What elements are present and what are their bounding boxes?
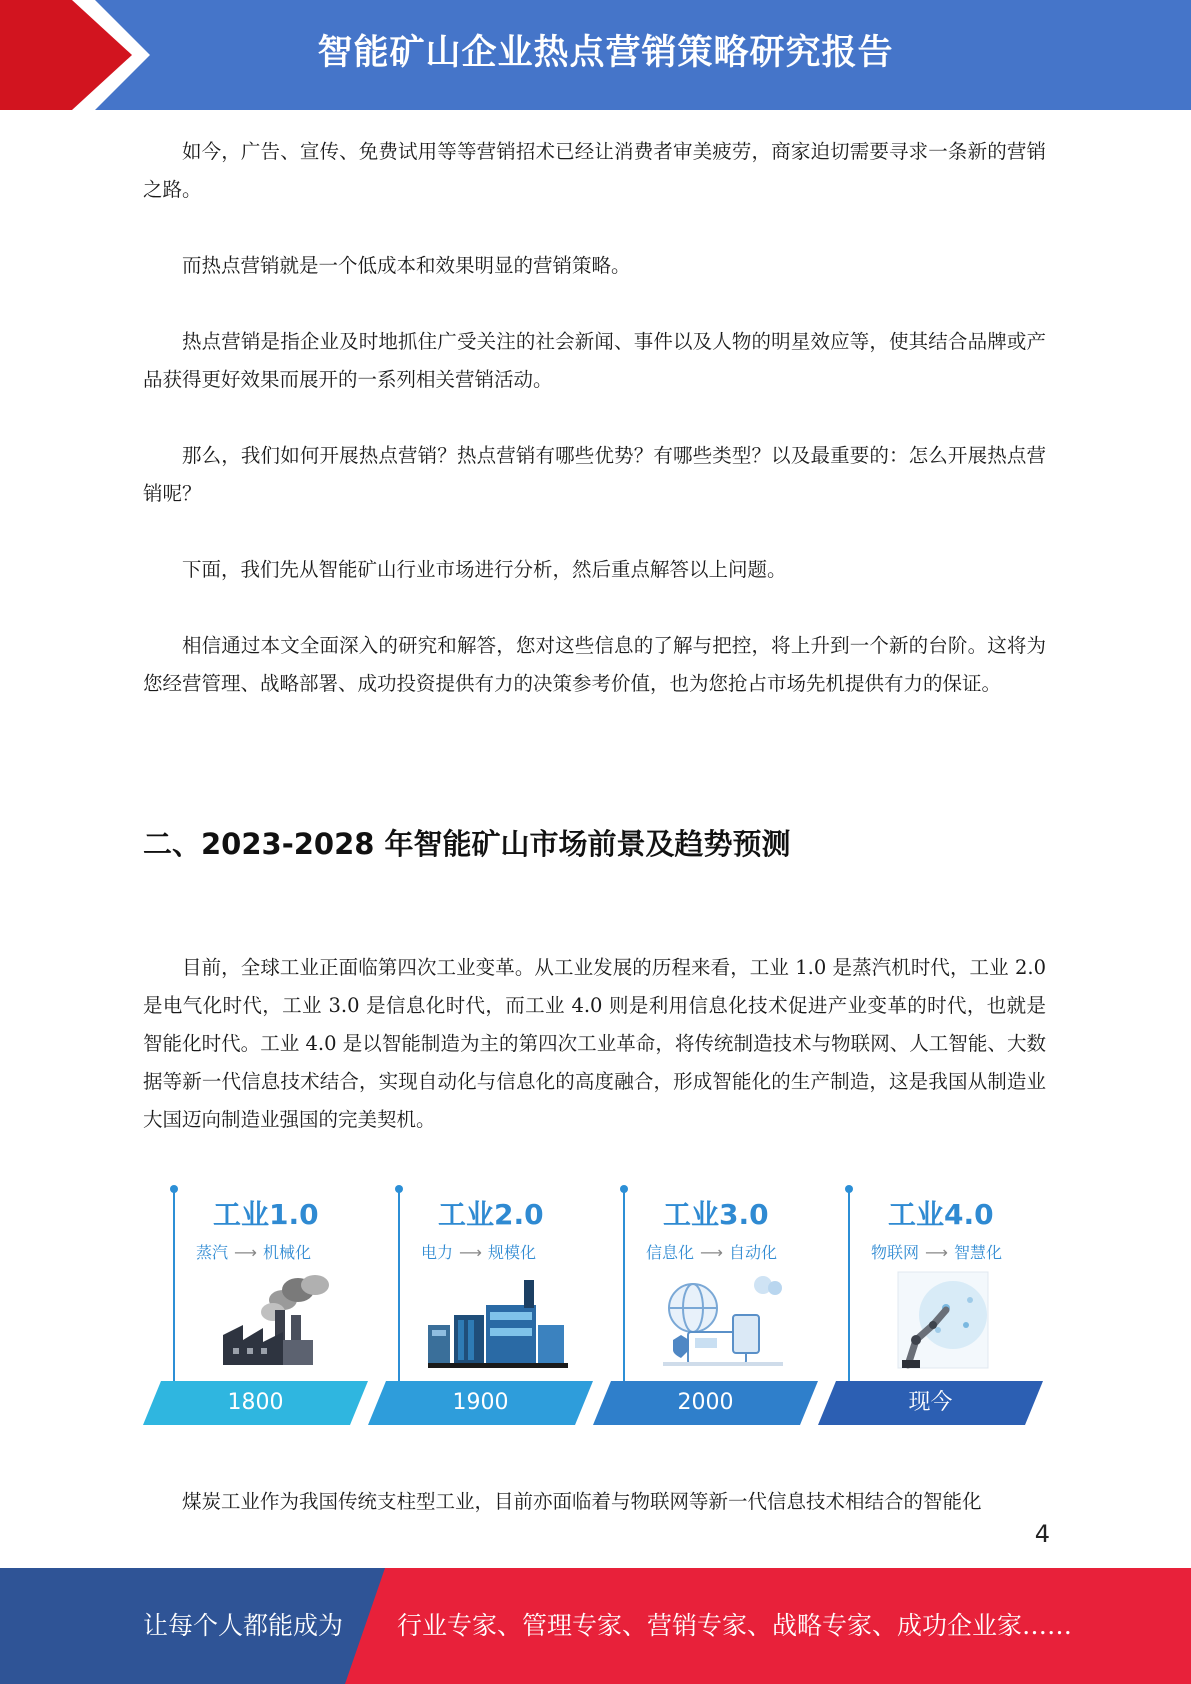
- timeline-stage-4: [818, 1185, 1043, 1430]
- intro-section: [143, 133, 1046, 703]
- section-body: [143, 949, 1046, 1139]
- stage-title: 工业2.0: [438, 1198, 544, 1231]
- report-title: 智能矿山企业热点营销策略研究报告: [317, 33, 894, 73]
- factory-smoke-icon: [203, 1270, 343, 1375]
- stage-year: 2000: [677, 1390, 734, 1415]
- stage-title: 工业3.0: [663, 1198, 769, 1231]
- continued-paragraph: [143, 1483, 1046, 1521]
- industry-timeline: [143, 1185, 1046, 1430]
- stage-title: 工业1.0: [213, 1198, 319, 1231]
- page-number: 4: [1034, 1520, 1050, 1548]
- power-plant-icon: [428, 1270, 568, 1375]
- continued-line: 煤炭工业作为我国传统支柱型工业，目前亦面临着与物联网等新一代信息技术相结合的智能化: [182, 1490, 982, 1513]
- stage-year: 1800: [227, 1390, 284, 1415]
- intro-paragraph: 下面，我们先从智能矿山行业市场进行分析，然后重点解答以上问题。: [182, 558, 787, 581]
- section-heading: 二、2023-2028 年智能矿山市场前景及趋势预测: [143, 827, 791, 861]
- intro-paragraph: 相信通过本文全面深入的研究和解答，您对这些信息的了解与把控，将上升到一个新的台阶。这将为您经营管理、战略部署、成功投资提供有力的决策参考价值，也为您抢占市场先机提供有力的保证。: [143, 634, 1046, 695]
- intro-paragraph: 如今，广告、宣传、免费试用等等营销招术已经让消费者审美疲劳，商家迫切需要寻求一条新的营销之路。: [143, 140, 1046, 201]
- stage-year: 1900: [452, 1390, 509, 1415]
- timeline-stage-2: [368, 1185, 593, 1430]
- intro-paragraph: 热点营销是指企业及时地抓住广受关注的社会新闻、事件以及人物的明星效应等，使其结合品牌或产品获得更好效果而展开的一系列相关营销活动。: [143, 330, 1046, 391]
- stage-transition: 电力 ⟶ 规模化: [421, 1243, 536, 1262]
- timeline-stage-3: [593, 1185, 818, 1430]
- timeline-stage-1: [143, 1185, 368, 1430]
- information-tech-icon: [653, 1270, 793, 1375]
- section-paragraph: 目前，全球工业正面临第四次工业变革。从工业发展的历程来看，工业 1.0 是蒸汽机时代，工业 2.0 是电气化时代，工业 3.0 是信息化时代，而工业 4.0 则是利用信息化技术促进产业变革的时代，也就是智能化时代。工业 4.0 是以智能制造为主的第四次工业革命，将传统制造技术与物联网、人工智能、大数据等新一代信息技术结合，实现自动化与信息化的高度融合，形成智能化的生产制造，这是我国从制造业大国迈向制造业强国的完美契机。: [143, 956, 1046, 1131]
- stage-transition: 蒸汽 ⟶ 机械化: [196, 1243, 311, 1262]
- footer-slogan-right: 行业专家、管理专家、营销专家、战略专家、成功企业家……: [397, 1611, 1073, 1640]
- stage-transition: 物联网 ⟶ 智慧化: [871, 1243, 1002, 1262]
- footer-slogan-left: 让每个人都能成为: [143, 1611, 344, 1640]
- stage-year: 现今: [908, 1390, 953, 1415]
- intro-paragraph: 那么，我们如何开展热点营销？热点营销有哪些优势？有哪些类型？以及最重要的：怎么开展热点营销呢？: [143, 444, 1046, 505]
- page-footer: [0, 1568, 1191, 1684]
- robot-arm-icon: [878, 1270, 1018, 1375]
- stage-title: 工业4.0: [888, 1198, 994, 1231]
- stage-transition: 信息化 ⟶ 自动化: [646, 1243, 777, 1262]
- intro-paragraph: 而热点营销就是一个低成本和效果明显的营销策略。: [182, 254, 631, 277]
- page-header: [0, 0, 1191, 110]
